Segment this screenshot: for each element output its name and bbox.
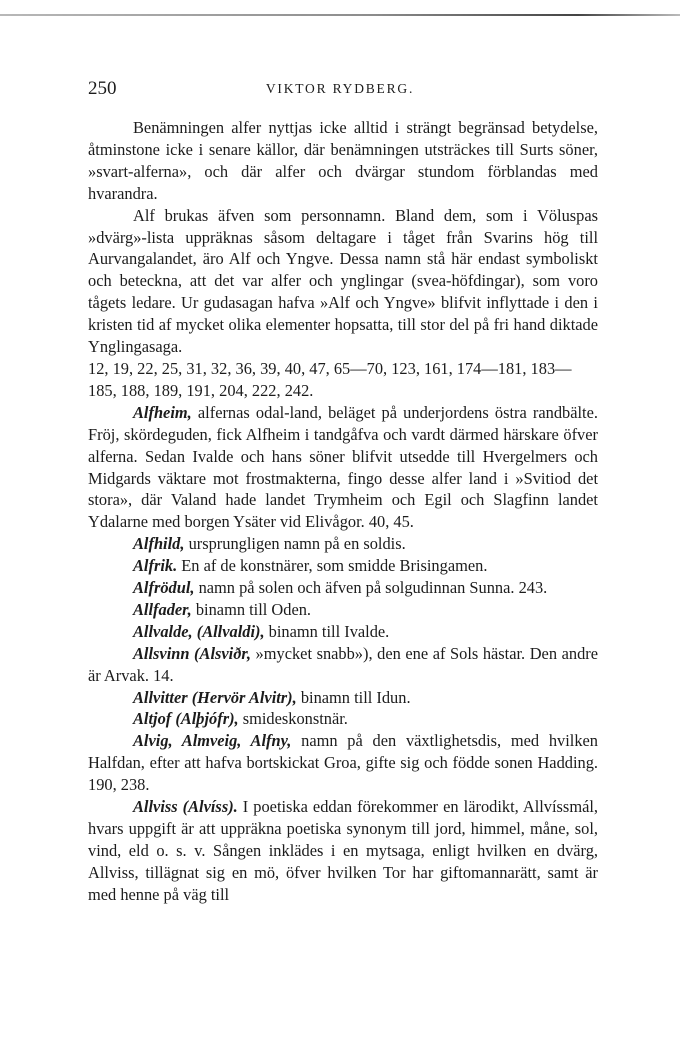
entry-headword: Allvalde, (Allvaldi), [133,621,265,641]
entry-text: I poetiska eddan förekommer en lärodikt, Allvíssmál, hvars uppgift är att uppräkna poetiska synonym till jord, himmel, måne, sol, vind, eld o. s. v. Sången inklädes i en mytsaga, enligt hvilken en dvärg, Allviss, tillägnat sig en mö, öfver hvilken Tor har giftomannarätt, samt är med henne på väg till [88,797,598,904]
entry-text: »mycket snabb»), den ene af Sols hästar. Den andre är Arvak. 14. [88,643,599,685]
entry-text: binamn till Ivalde. [264,621,390,641]
paragraph-alfer-meaning: Benämningen alfer nyttjas icke alltid i strängt begränsad betydelse, åtminstone icke i senare källor, där benämningen utsträckes till Surts söner, »svart-alferna», och där alfer och dvärgar stundom förblandas med hvarandra. [88,118,598,203]
entry-text: smideskonstnär. [238,709,348,729]
running-title: VIKTOR RYDBERG. [265,81,415,96]
entry-headword: Altjof (Alþjófr), [133,709,239,729]
entry-alvig [88,730,598,796]
entry-text: En af de konstnärer, som smidde Brisingamen. [177,556,488,576]
entry-headword: Allviss (Alvíss). [133,797,238,817]
entry-alfrik [88,555,598,577]
entry-text: alfernas odal-land, beläget på underjordens östra randbälte. Fröj, skördeguden, fick Alfheim i tandgåfva och vardt därmed härskare öfver alferna. Sedan Ivalde och hans söner blifvit utsedde till Hvergelmers och Midgards väktare mot frostmakterna, fingo desse alfer land i »Svitiod det stora», där Valand hade landet Trymheim och Egil och Slagfinn landet Ydalarne med borgen Ysäter vid Elivågor. 40, 45. [88,402,598,532]
paragraph-alf-personnamn: Alf brukas äfven som personnamn. Bland dem, som i Völuspas »dvärg»-lista uppräknas såsom deltagare i tåget från Svarins hög till Aurvangalandet, äro Alf och Yngve. Dessa namn stå här endast symboliskt och beteckna, att det var alfer och ynglingar (svea-höfdingar), som voro tågets ledare. Ur gudasagan hafva »Alf och Yngve» blifvit inflyttade i den i kristen tid af mycket olika elementer hopsatta, till stor del på fri hand diktade Ynglingasaga. [88,205,598,357]
entry-text: ursprungligen namn på en soldis. [184,534,406,554]
entry-headword: Alfrödul, [133,578,195,598]
entry-headword: Alfhild, [133,534,185,554]
entry-allvitter [88,687,598,709]
entry-headword: Alfheim, [133,402,192,422]
entry-headword: Allfader, [133,599,192,619]
entry-text: namn på den växtlighetsdis, med hvilken Halfdan, efter att hafva bortskickat Groa, gifte sig och födde sonen Hadding. 190, 238. [88,731,599,795]
entry-headword: Alvig, Almveig, Alfny, [133,731,292,751]
entry-text: namn på solen och äfven på solgudinnan Sunna. 243. [194,578,548,598]
entry-alfrodul [88,577,598,599]
entry-headword: Allvitter (Hervör Alvitr), [133,687,297,707]
reference-numbers: 12, 19, 22, 25, 31, 32, 36, 39, 40, 47, 65—70, 123, 161, 174—181, 183—185, 188, 189, 191, 204, 222, 242. [88,358,572,400]
entry-text: binamn till Oden. [191,599,312,619]
body-text [88,117,598,906]
entry-headword: Alfrik. [133,556,178,576]
entry-allsvinn [88,643,598,687]
page-number: 250 [88,78,117,99]
entry-allfader [88,599,598,621]
entry-altjof [88,708,598,730]
entry-text: binamn till Idun. [296,687,411,707]
entry-allviss [88,796,598,906]
entry-allvalde [88,621,598,643]
entry-alfhild [88,533,598,555]
top-rule [0,14,680,16]
entry-alfheim [88,402,598,533]
entry-headword: Allsvinn (Alsviðr, [133,643,251,663]
